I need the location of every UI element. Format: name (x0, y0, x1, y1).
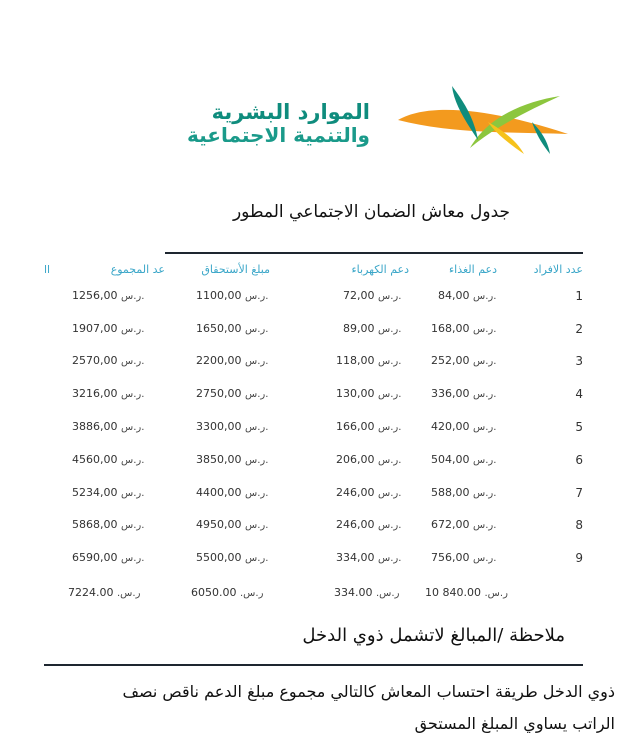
header-divider (165, 252, 583, 254)
cell-food: 252,00 ر.س. (431, 354, 497, 367)
cell-total: 5234,00 ر.س. (72, 486, 145, 499)
cell-entitlement: 1100,00 ر.س. (196, 289, 269, 302)
cell-entitlement: 4400,00 ر.س. (196, 486, 269, 499)
cell-total: 2570,00 ر.س. (72, 354, 145, 367)
cell-members: 7 (575, 486, 583, 500)
note-title: ملاحظة /المبالغ لاتشمل ذوي الدخل (302, 625, 565, 646)
table-row (0, 586, 635, 606)
table-header (0, 263, 635, 281)
table-row (0, 289, 635, 309)
col-food: دعم الغذاء (449, 263, 497, 276)
col-entitlement: مبلغ الأستحقاق (201, 263, 270, 276)
cell-electricity: 246,00 ر.س. (336, 486, 402, 499)
cell-food: 168,00 ر.س. (431, 322, 497, 335)
cell-members: 9 (575, 551, 583, 565)
cell-entitlement: 2200,00 ر.س. (196, 354, 269, 367)
cell-members: 2 (575, 322, 583, 336)
cell-total: 4560,00 ر.س. (72, 453, 145, 466)
cell-electricity: 334,00 ر.س. (336, 551, 402, 564)
cell-entitlement: 3300,00 ر.س. (196, 420, 269, 433)
cell-total: 3216,00 ر.س. (72, 387, 145, 400)
cell-entitlement: 1650,00 ر.س. (196, 322, 269, 335)
cell-total: 1256,00 ر.س. (72, 289, 145, 302)
col-electricity: دعم الكهرباء (351, 263, 409, 276)
logo-wordmark (187, 100, 370, 146)
cell-electricity: 130,00 ر.س. (336, 387, 402, 400)
note-line-1: ذوي الدخل طريقة احتساب المعاش كالتالي مجموع مبلغ الدعم ناقص نصف (122, 682, 615, 701)
cell-entitlement: 4950,00 ر.س. (196, 518, 269, 531)
cell-electricity: 166,00 ر.س. (336, 420, 402, 433)
cell-electricity: 118,00 ر.س. (336, 354, 402, 367)
table-row (0, 387, 635, 407)
note-line-2: الراتب يساوي المبلغ المستحق (414, 714, 615, 733)
cell-electricity: 72,00 ر.س. (343, 289, 402, 302)
cell-total: 3886,00 ر.س. (72, 420, 145, 433)
col-members: عدد الافراد (533, 263, 583, 276)
cell-total: ر.س. 7224.00 (68, 586, 141, 599)
table-row (0, 518, 635, 538)
cell-members: 1 (575, 289, 583, 303)
cell-members: 8 (575, 518, 583, 532)
ministry-emblem-icon (392, 82, 570, 156)
cell-members: 6 (575, 453, 583, 467)
cell-food: 504,00 ر.س. (431, 453, 497, 466)
cell-electricity: 206,00 ر.س. (336, 453, 402, 466)
note-divider (44, 664, 583, 666)
cell-electricity: ر.س. 334.00 (334, 586, 400, 599)
cell-food: 84,00 ر.س. (438, 289, 497, 302)
note-body (15, 676, 615, 740)
ministry-logo (0, 0, 635, 180)
cell-food-members: ر.س. 840.00 10 (425, 586, 508, 599)
cell-electricity: 89,00 ر.س. (343, 322, 402, 335)
table-row (0, 354, 635, 374)
cell-food: 336,00 ر.س. (431, 387, 497, 400)
cell-total: 1907,00 ر.س. (72, 322, 145, 335)
col-extra: ll (44, 263, 51, 276)
cell-entitlement: ر.س. 6050.00 (191, 586, 264, 599)
table-row (0, 551, 635, 571)
logo-line-1: الموارد البشرية (211, 100, 370, 124)
cell-food: 588,00 ر.س. (431, 486, 497, 499)
page-title: جدول معاش الضمان الاجتماعي المطور (232, 202, 510, 222)
cell-total: 6590,00 ر.س. (72, 551, 145, 564)
col-total: عد المجموع (110, 263, 165, 276)
cell-food: 672,00 ر.س. (431, 518, 497, 531)
cell-members: 5 (575, 420, 583, 434)
cell-entitlement: 2750,00 ر.س. (196, 387, 269, 400)
table-row (0, 420, 635, 440)
cell-total: 5868,00 ر.س. (72, 518, 145, 531)
cell-members: 10 (425, 586, 439, 599)
cell-members: 4 (575, 387, 583, 401)
logo-line-2: والتنمية الاجتماعية (187, 123, 370, 147)
cell-electricity: 246,00 ر.س. (336, 518, 402, 531)
cell-members: 3 (575, 354, 583, 368)
cell-entitlement: 3850,00 ر.س. (196, 453, 269, 466)
cell-food: 420,00 ر.س. (431, 420, 497, 433)
table-row (0, 486, 635, 506)
cell-food: 756,00 ر.س. (431, 551, 497, 564)
cell-entitlement: 5500,00 ر.س. (196, 551, 269, 564)
table-row (0, 453, 635, 473)
table-row (0, 322, 635, 342)
